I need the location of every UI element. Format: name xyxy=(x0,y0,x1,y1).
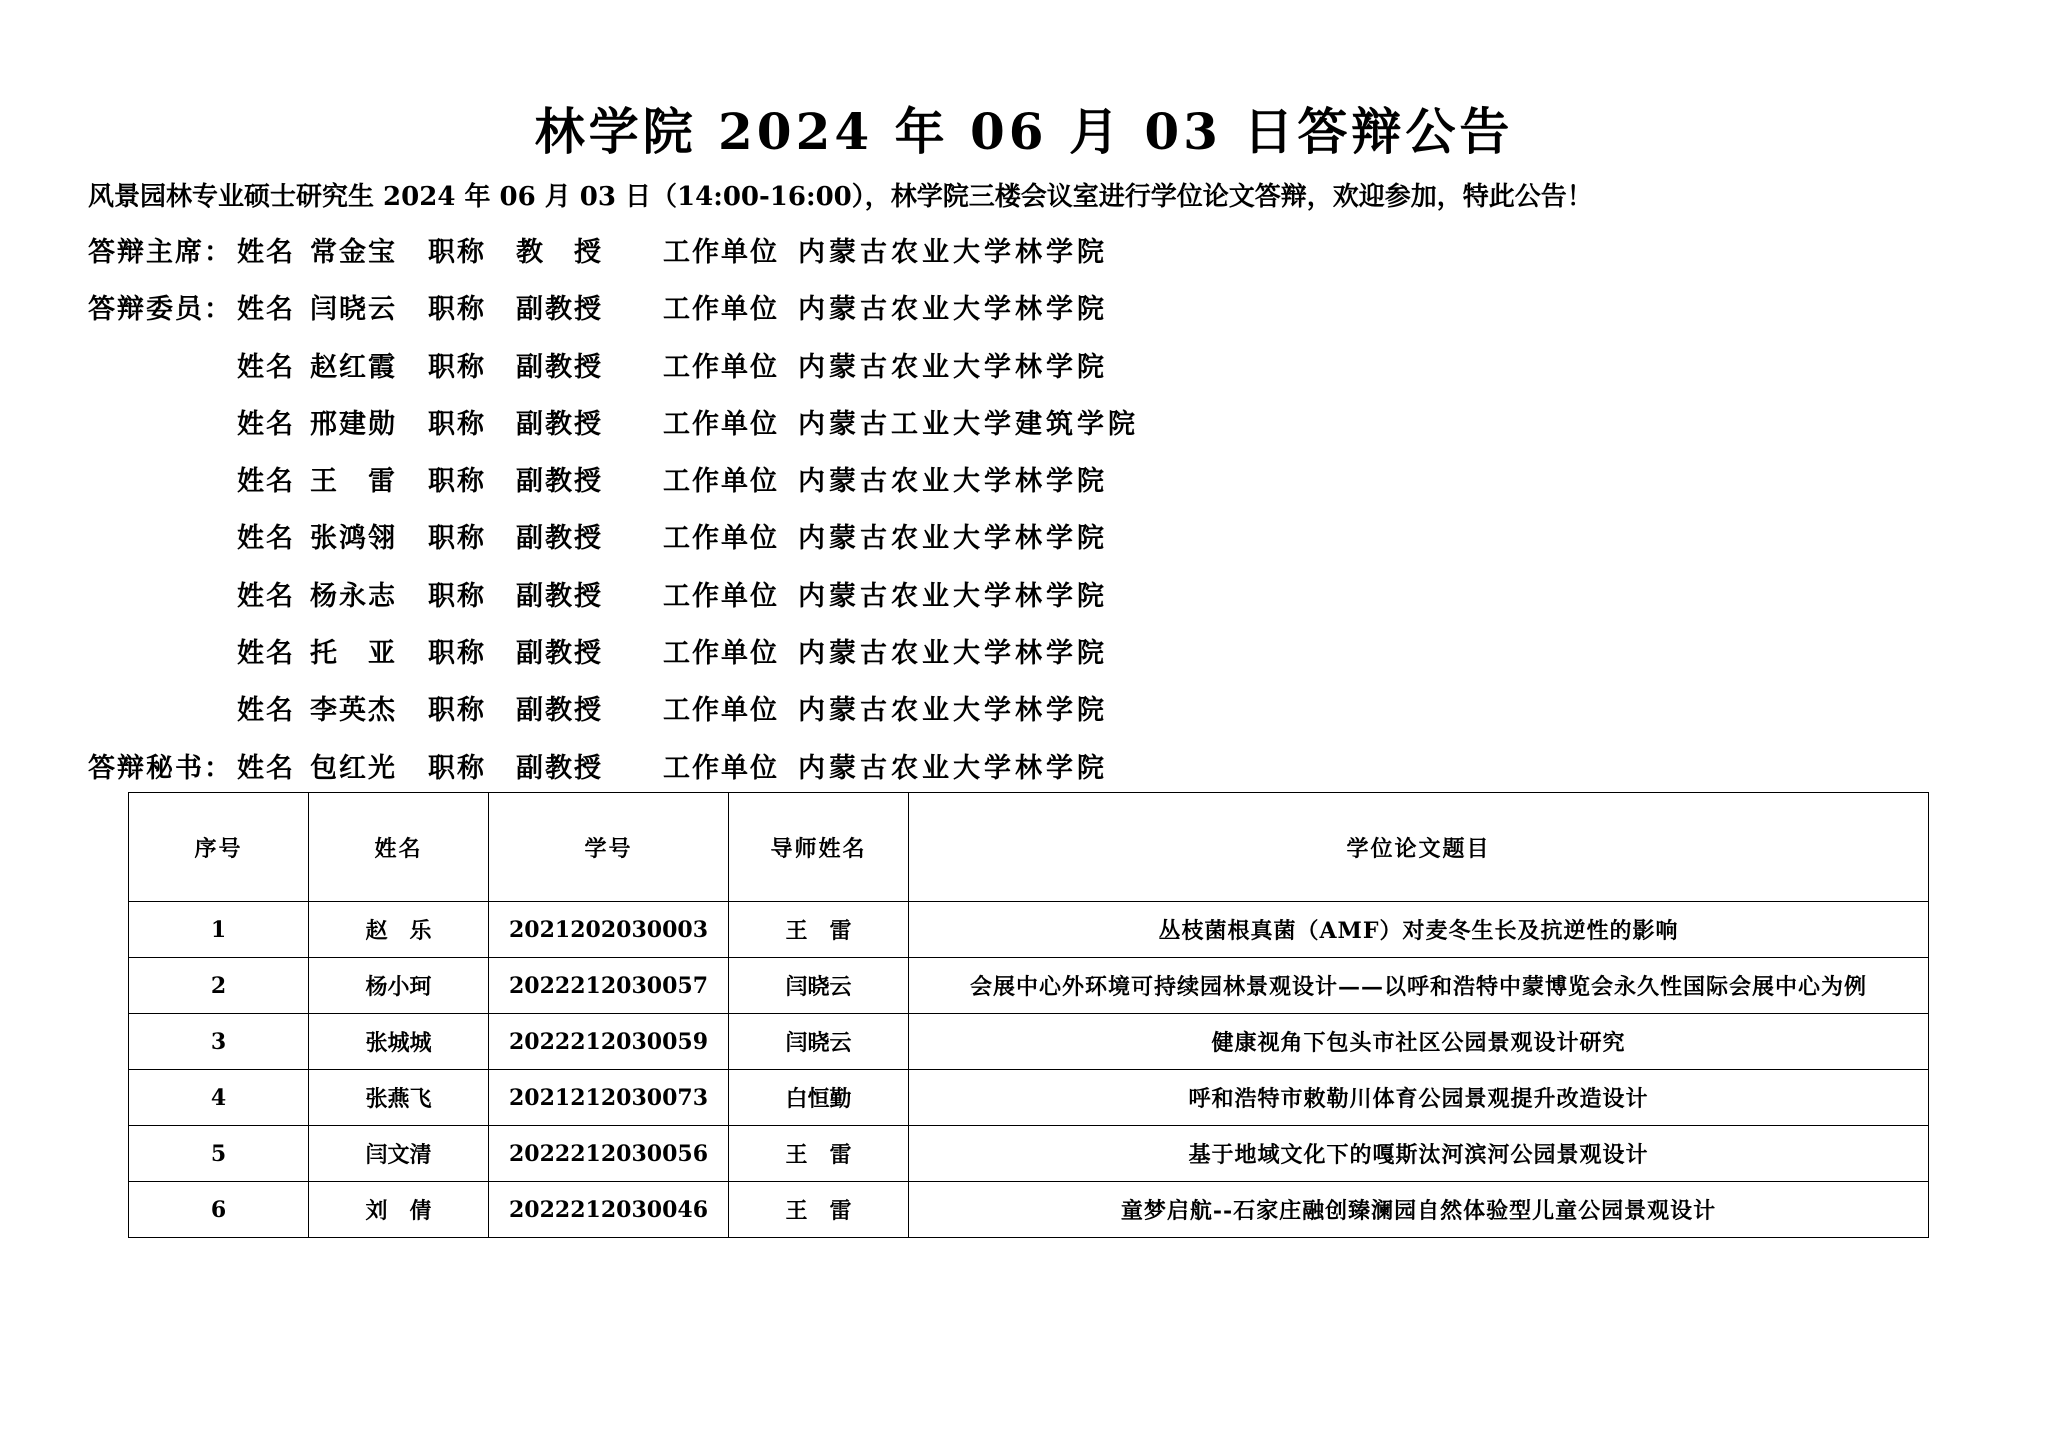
cell-thesis-title: 呼和浩特市敕勒川体育公园景观提升改造设计 xyxy=(909,1070,1929,1126)
member-name: 王 雷 xyxy=(310,466,397,498)
unit-label: 工作单位 xyxy=(663,466,779,498)
member-title: 副教授 xyxy=(516,580,603,612)
title-label: 职称 xyxy=(428,408,486,440)
cell-number: 4 xyxy=(129,1070,309,1126)
cell-number: 6 xyxy=(129,1182,309,1238)
cell-student-id: 2022212030057 xyxy=(489,958,729,1014)
table-row xyxy=(129,1126,1929,1182)
cell-student-id: 2022212030059 xyxy=(489,1014,729,1070)
committee-role: 答辩主席： xyxy=(88,237,233,268)
member-name: 杨永志 xyxy=(310,580,397,612)
unit-label: 工作单位 xyxy=(663,695,779,727)
cell-thesis-title: 会展中心外环境可持续园林景观设计——以呼和浩特中蒙博览会永久性国际会展中心为例 xyxy=(909,958,1929,1014)
unit-label: 工作单位 xyxy=(663,351,779,383)
cell-advisor: 白恒勤 xyxy=(729,1070,909,1126)
member-unit: 内蒙古农业大学林学院 xyxy=(798,294,1108,326)
committee-role: 答辩秘书： xyxy=(88,752,233,784)
member-title: 副教授 xyxy=(516,294,603,326)
name-label: 姓名 xyxy=(237,466,295,498)
unit-label: 工作单位 xyxy=(663,638,779,670)
page-title: 林学院 2024 年 06 月 03 日答辩公告 xyxy=(534,102,1514,161)
header-thesis-title: 学位论文题目 xyxy=(909,793,1929,902)
title-label: 职称 xyxy=(428,351,486,383)
cell-thesis-title: 丛枝菌根真菌（AMF）对麦冬生长及抗逆性的影响 xyxy=(909,902,1929,958)
member-title: 副教授 xyxy=(516,408,603,440)
cell-name: 闫文清 xyxy=(309,1126,489,1182)
member-unit: 内蒙古农业大学林学院 xyxy=(798,466,1108,498)
table-row xyxy=(129,1014,1929,1070)
title-label: 职称 xyxy=(428,752,486,784)
name-label: 姓名 xyxy=(237,638,295,670)
table-header-row xyxy=(129,793,1929,902)
cell-name: 张城城 xyxy=(309,1014,489,1070)
unit-label: 工作单位 xyxy=(663,580,779,612)
name-label: 姓名 xyxy=(237,580,295,612)
unit-label: 工作单位 xyxy=(663,294,779,326)
member-name: 赵红霞 xyxy=(310,351,397,383)
member-name: 李英杰 xyxy=(310,695,397,727)
cell-advisor: 闫晓云 xyxy=(729,1014,909,1070)
table-row xyxy=(129,958,1929,1014)
title-label: 职称 xyxy=(428,294,486,326)
cell-number: 5 xyxy=(129,1126,309,1182)
name-label: 姓名 xyxy=(237,752,295,784)
cell-number: 1 xyxy=(129,902,309,958)
unit-label: 工作单位 xyxy=(663,237,779,268)
member-name: 张鸿翎 xyxy=(310,523,397,555)
unit-label: 工作单位 xyxy=(663,752,779,784)
header-name: 姓名 xyxy=(309,793,489,902)
member-title: 副教授 xyxy=(516,695,603,727)
name-label: 姓名 xyxy=(237,351,295,383)
name-label: 姓名 xyxy=(237,408,295,440)
member-unit: 内蒙古工业大学建筑学院 xyxy=(798,408,1139,440)
member-name: 包红光 xyxy=(310,752,397,784)
cell-thesis-title: 童梦启航--石家庄融创臻澜园自然体验型儿童公园景观设计 xyxy=(909,1182,1929,1238)
cell-name: 张燕飞 xyxy=(309,1070,489,1126)
header-student-id: 学号 xyxy=(489,793,729,902)
member-unit: 内蒙古农业大学林学院 xyxy=(798,752,1108,784)
member-unit: 内蒙古农业大学林学院 xyxy=(798,523,1108,555)
member-unit: 内蒙古农业大学林学院 xyxy=(798,638,1108,670)
member-name: 托 亚 xyxy=(310,638,397,670)
cell-student-id: 2022212030056 xyxy=(489,1126,729,1182)
cell-advisor: 闫晓云 xyxy=(729,958,909,1014)
table-row xyxy=(129,1070,1929,1126)
name-label: 姓名 xyxy=(237,237,295,268)
cell-number: 3 xyxy=(129,1014,309,1070)
title-label: 职称 xyxy=(428,638,486,670)
member-unit: 内蒙古农业大学林学院 xyxy=(798,237,1108,268)
announcement-intro: 风景园林专业硕士研究生 2024 年 06 月 03 日（14:00-16:00），林学院三楼会议室进行学位论文答辩，欢迎参加，特此公告！ xyxy=(88,182,1593,212)
title-label: 职称 xyxy=(428,580,486,612)
name-label: 姓名 xyxy=(237,695,295,727)
member-name: 邢建勋 xyxy=(310,408,397,440)
cell-advisor: 王 雷 xyxy=(729,902,909,958)
member-name: 闫晓云 xyxy=(310,294,397,326)
cell-advisor: 王 雷 xyxy=(729,1126,909,1182)
unit-label: 工作单位 xyxy=(663,523,779,555)
cell-advisor: 王 雷 xyxy=(729,1182,909,1238)
title-label: 职称 xyxy=(428,695,486,727)
cell-thesis-title: 健康视角下包头市社区公园景观设计研究 xyxy=(909,1014,1929,1070)
cell-student-id: 2021212030073 xyxy=(489,1070,729,1126)
cell-name: 赵 乐 xyxy=(309,902,489,958)
cell-student-id: 2022212030046 xyxy=(489,1182,729,1238)
member-name: 常金宝 xyxy=(310,237,397,268)
member-title: 副教授 xyxy=(516,351,603,383)
title-label: 职称 xyxy=(428,237,486,268)
cell-name: 杨小珂 xyxy=(309,958,489,1014)
name-label: 姓名 xyxy=(237,523,295,555)
member-unit: 内蒙古农业大学林学院 xyxy=(798,580,1108,612)
member-unit: 内蒙古农业大学林学院 xyxy=(798,351,1108,383)
cell-student-id: 2021202030003 xyxy=(489,902,729,958)
cell-thesis-title: 基于地域文化下的嘎斯汰河滨河公园景观设计 xyxy=(909,1126,1929,1182)
title-label: 职称 xyxy=(428,466,486,498)
table-row xyxy=(129,1182,1929,1238)
unit-label: 工作单位 xyxy=(663,408,779,440)
member-title: 副教授 xyxy=(516,523,603,555)
cell-number: 2 xyxy=(129,958,309,1014)
title-label: 职称 xyxy=(428,523,486,555)
table-row xyxy=(129,902,1929,958)
member-title: 教 授 xyxy=(516,237,603,268)
cell-name: 刘 倩 xyxy=(309,1182,489,1238)
name-label: 姓名 xyxy=(237,294,295,326)
header-number: 序号 xyxy=(129,793,309,902)
member-title: 副教授 xyxy=(516,466,603,498)
defense-table xyxy=(128,792,1929,1238)
committee-role: 答辩委员： xyxy=(88,294,233,326)
member-unit: 内蒙古农业大学林学院 xyxy=(798,695,1108,727)
member-title: 副教授 xyxy=(516,752,603,784)
member-title: 副教授 xyxy=(516,638,603,670)
header-advisor: 导师姓名 xyxy=(729,793,909,902)
